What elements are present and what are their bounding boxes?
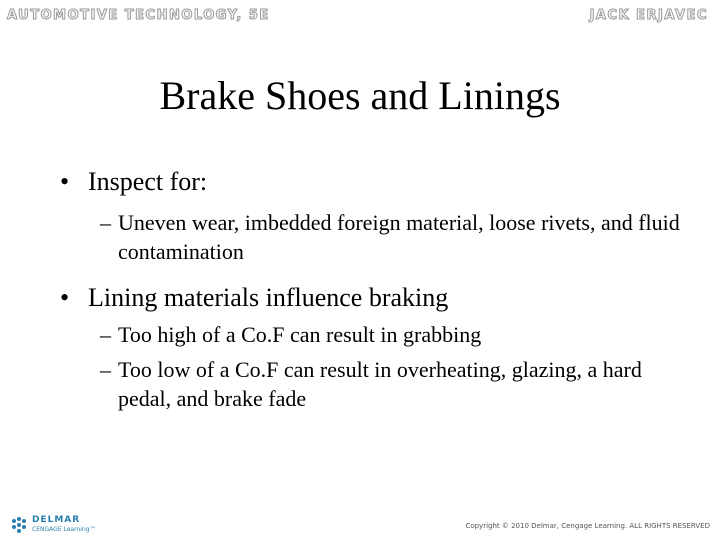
- bullet-text: Inspect for:: [88, 167, 208, 196]
- header-author: JACK ERJAVEC: [589, 8, 708, 23]
- sub-bullet-text: Too low of a Co.F can result in overheating, glazing, a hard pedal, and brake fade: [118, 357, 642, 411]
- sub-bullet-item: [60, 355, 680, 413]
- dash-icon: –: [100, 357, 111, 382]
- header-book-title: AUTOMOTIVE TECHNOLOGY, 5E: [7, 8, 270, 23]
- dash-icon: –: [100, 210, 111, 235]
- bullet-text: Lining materials influence braking: [88, 283, 449, 312]
- slide-title: Brake Shoes and Linings: [159, 73, 561, 118]
- sub-bullet-item: [60, 208, 680, 266]
- bullet-item: [60, 280, 680, 316]
- delmar-logo-icon: [10, 516, 28, 534]
- bullet-icon: •: [60, 167, 70, 196]
- logo-subtext: CENGAGE Learning™: [32, 526, 96, 533]
- sub-bullet-item: [60, 320, 680, 349]
- delmar-logo: [10, 512, 120, 536]
- dash-icon: –: [100, 322, 111, 347]
- sub-bullet-text: Too high of a Co.F can result in grabbing: [118, 322, 482, 347]
- logo-wordmark: DELMAR: [32, 515, 81, 525]
- sub-bullet-text: Uneven wear, imbedded foreign material, loose rivets, and fluid contamination: [118, 210, 680, 264]
- copyright-notice: Copyright © 2010 Delmar, Cengage Learning. ALL RIGHTS RESERVED: [465, 522, 710, 530]
- bullet-icon: •: [60, 283, 70, 312]
- bullet-item: [60, 164, 680, 200]
- slide-content: [60, 164, 680, 413]
